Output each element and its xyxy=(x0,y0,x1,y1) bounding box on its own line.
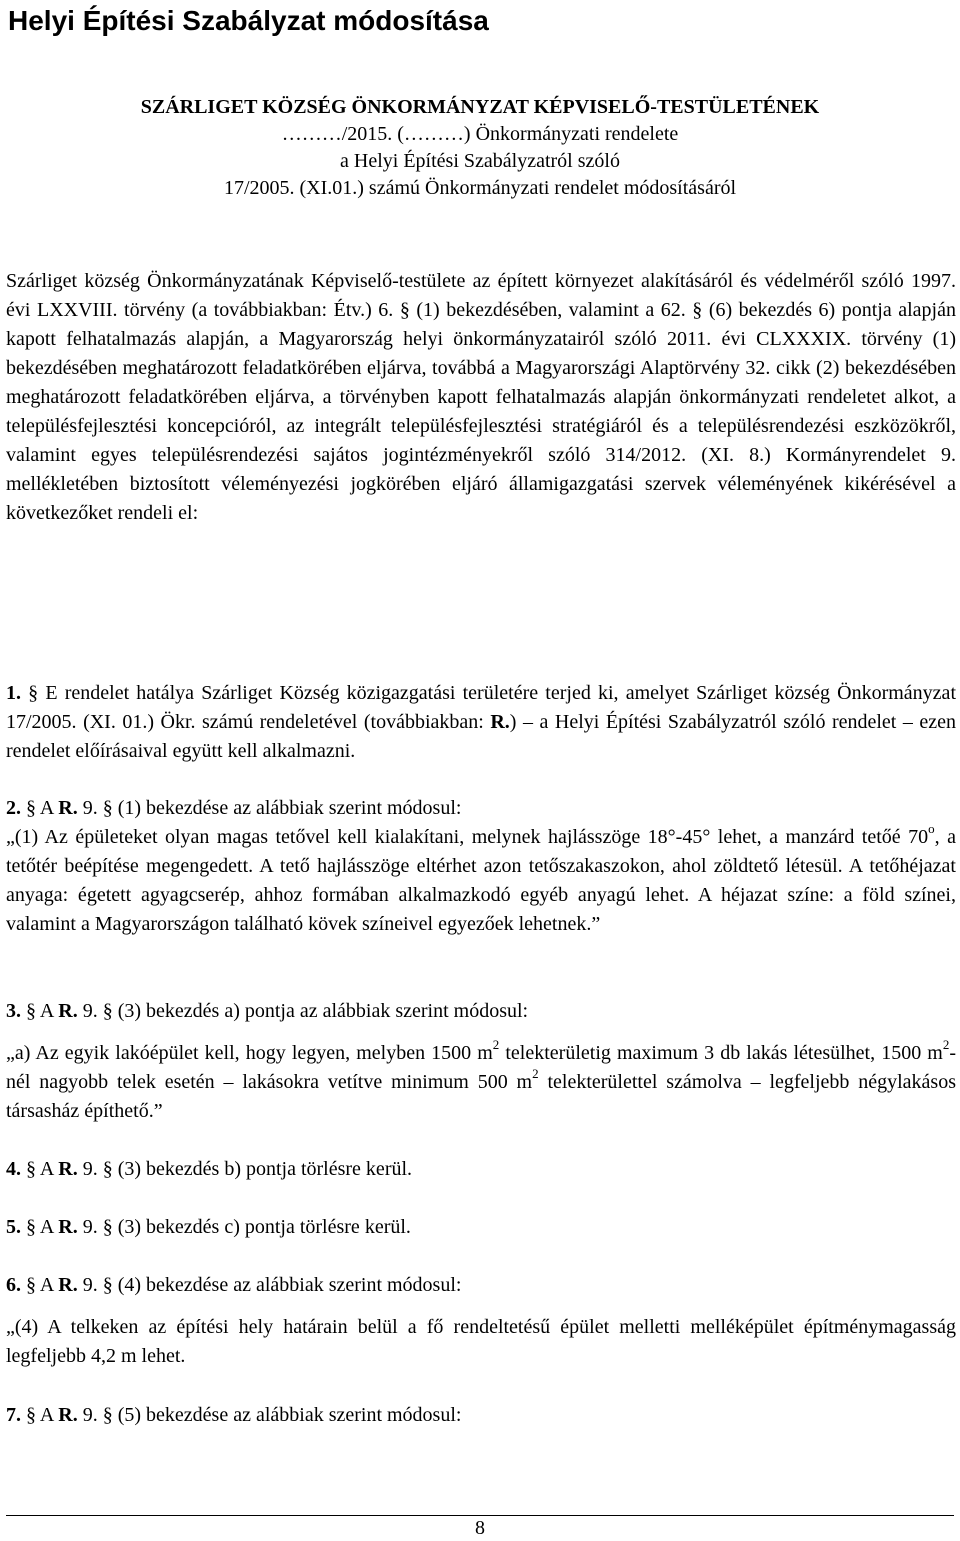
section-number: 5. xyxy=(6,1216,21,1238)
section-text: § A xyxy=(21,1274,59,1296)
section-number: 2. xyxy=(6,797,21,819)
section-text: 9. § (3) bekezdés b) pontja törlésre kerül. xyxy=(77,1158,413,1180)
quote-text: , a tetőtér beépítése megengedett. A tető hajlásszöge eltérhet azon tetőszakaszokon, ahol zöldtető létesül. A tetőhéjazat anyaga: égetett agyagcserép, ahhoz formában alkalmazkodó egyéb anyagú lehet. A héjazat színe: a föld színei, valamint a Magyarországon található kövek színeivel egyezőek lehetnek.” xyxy=(6,826,956,935)
decree-header xyxy=(0,94,960,202)
decree-abbreviation: R. xyxy=(58,1216,78,1238)
page-number: 8 xyxy=(475,1517,485,1539)
section-6-quote: „(4) A telkeken az építési hely határain belül a fő rendeltetésű épület melletti melléképület építménymagasság legfeljebb 4,2 m lehet. xyxy=(6,1316,956,1367)
page-title: Helyi Építési Szabályzat módosítása xyxy=(8,5,489,36)
section-number: 6. xyxy=(6,1274,21,1296)
section-3-heading xyxy=(6,997,956,1026)
section-number: 4. xyxy=(6,1158,21,1180)
quote-text: „a) Az egyik lakóépület kell, hogy legyen, melyben 1500 m xyxy=(6,1042,493,1064)
quote-text: telekterületig maximum 3 db lakás létesülhet, 1500 m xyxy=(499,1042,943,1064)
section-4-paragraph xyxy=(6,1155,956,1184)
decree-abbreviation: R. xyxy=(58,1000,78,1022)
decree-abbreviation: R. xyxy=(58,797,78,819)
preamble-paragraph: Szárliget község Önkormányzatának Képviselő-testülete az épített környezet alakításáról és védelméről szóló 1997. évi LXXVIII. törvény (a továbbiakban: Étv.) 6. § (1) bekezdésében, valamint a 62. § (6) bekezdés 6) pontja alapján kapott felhatalmazás alapján, a Magyarország helyi önkormányzatairól szóló 2011. évi CLXXXIX. törvény (1) bekezdésében meghatározott feladatkörében eljárva, továbbá a Magyarországi Alaptörvény 32. cikk (2) bekezdésében meghatározott feladatkörében eljárva, a törvényben kapott felhatalmazás alapján önkormányzati rendeletet alkot, a településfejlesztési koncepcióról, az integrált településfejlesztési stratégiáról és a településrendezési eszközökről, valamint egyes településrendezési sajátos jogintézményekről szóló 314/2012. (XI. 8.) Kormányrendelet 9. mellékletében biztosított véleményezési jogkörében eljáró államigazgatási szervek véleményének kikérésével a következőket rendeli el: xyxy=(6,270,956,524)
section-text: 9. § (3) bekezdés c) pontja törlésre kerül. xyxy=(77,1216,411,1238)
area-superscript: 2 xyxy=(532,1066,539,1082)
section-number: 1. xyxy=(6,682,21,704)
section-text: 9. § (1) bekezdése az alábbiak szerint módosul: xyxy=(77,797,462,819)
section-2-quote xyxy=(6,823,956,939)
degree-superscript: o xyxy=(928,821,935,837)
section-text: 9. § (4) bekezdése az alábbiak szerint módosul: xyxy=(77,1274,462,1296)
quote-text: „(1) Az épületeket olyan magas tetővel kell kialakítani, melynek hajlásszöge 18°-45° lehet, a manzárd tetőé 70 xyxy=(6,826,929,848)
section-2-heading xyxy=(6,794,956,823)
decree-abbreviation: R. xyxy=(58,1274,78,1296)
decree-abbreviation: R. xyxy=(490,711,510,733)
quote-text: -nél nagyobb telek esetén – lakásokra vetítve minimum 500 m xyxy=(6,1042,956,1093)
section-number: 3. xyxy=(6,1000,21,1022)
section-text: ) – a Helyi Építési Szabályzatról szóló rendelet – ezen rendelet előírásaival együtt kell alkalmazni. xyxy=(6,711,957,762)
section-text: § A xyxy=(21,1216,59,1238)
section-text: § A xyxy=(21,1404,59,1426)
section-6-heading xyxy=(6,1271,956,1300)
section-text: § A xyxy=(21,1000,59,1022)
decree-abbreviation: R. xyxy=(58,1158,78,1180)
area-superscript: 2 xyxy=(942,1037,950,1053)
section-5-paragraph xyxy=(6,1213,956,1242)
section-text: § A xyxy=(21,1158,59,1180)
section-3-quote xyxy=(6,1039,956,1126)
section-1-paragraph xyxy=(6,679,956,766)
section-text: § A xyxy=(21,797,59,819)
decree-abbreviation: R. xyxy=(58,1404,78,1426)
header-decree-number: ………/2015. (………) Önkormányzati rendelete xyxy=(281,123,679,145)
section-number: 7. xyxy=(6,1404,21,1426)
section-text: 9. § (5) bekezdése az alábbiak szerint módosul: xyxy=(77,1404,462,1426)
quote-text: telekterülettel számolva – legfeljebb négylakásos társasház építhető.” xyxy=(6,1071,956,1122)
header-amended-decree: 17/2005. (XI.01.) számú Önkormányzati rendelet módosításáról xyxy=(223,177,737,199)
header-council-name: SZÁRLIGET KÖZSÉG ÖNKORMÁNYZAT KÉPVISELŐ-TESTÜLETÉNEK xyxy=(140,96,820,118)
section-7-paragraph xyxy=(6,1401,956,1430)
section-text: § E rendelet hatálya Szárliget Község közigazgatási területére terjed ki, amelyet Szárliget község Önkormányzat 17/2005. (XI. 01.) Ökr. számú rendeletével (továbbiakban: xyxy=(6,682,956,733)
section-text: 9. § (3) bekezdés a) pontja az alábbiak szerint módosul: xyxy=(77,1000,529,1022)
area-superscript: 2 xyxy=(492,1037,500,1053)
header-subject: a Helyi Építési Szabályzatról szóló xyxy=(340,150,620,172)
